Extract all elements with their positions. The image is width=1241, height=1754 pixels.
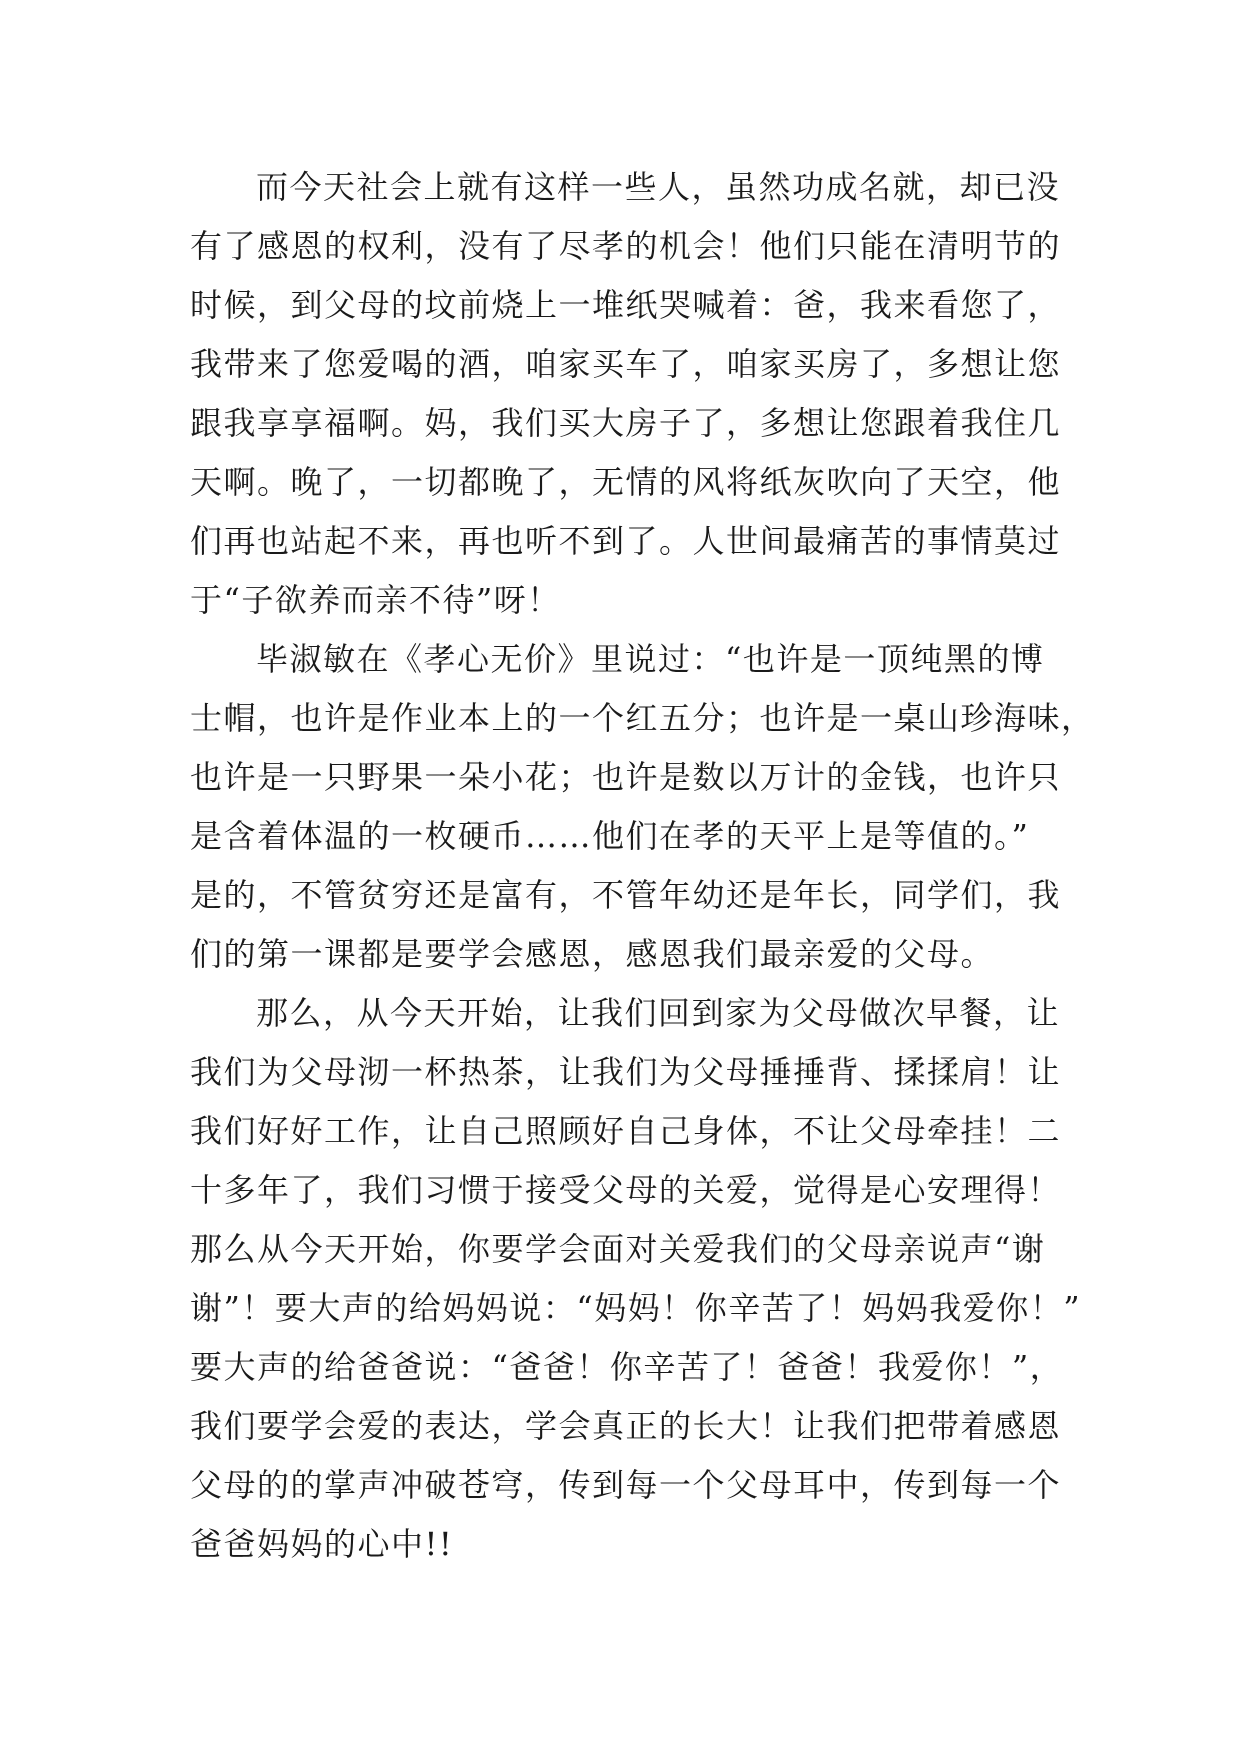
paragraph-line: 于“子欲养而亲不待”呀！ — [190, 581, 561, 619]
paragraph-line: 而今天社会上就有这样一些人，虽然功成名就，却已没 — [256, 168, 1061, 206]
document-body — [190, 158, 1095, 1574]
paragraph-line: 是含着体温的一枚硬币……他们在孝的天平上是等值的。” — [190, 817, 1030, 855]
paragraph-line: 谢”！要大声的给妈妈说：“妈妈！你辛苦了！妈妈我爱你！” — [190, 1289, 1082, 1327]
paragraph-line: 我们为父母沏一杯热茶，让我们为父母捶捶背、揉揉肩！让 — [190, 1053, 1062, 1091]
paragraph-line: 爸爸妈妈的心中!! — [190, 1525, 454, 1563]
paragraph-line: 我带来了您爱喝的酒，咱家买车了，咱家买房了，多想让您 — [190, 345, 1062, 383]
paragraph-line: 十多年了，我们习惯于接受父母的关爱，觉得是心安理得！ — [190, 1171, 1062, 1209]
paragraph-line: 士帽，也许是作业本上的一个红五分；也许是一桌山珍海味， — [190, 699, 1095, 737]
paragraph-3 — [190, 984, 1082, 1574]
paragraph-line: 是的，不管贫穷还是富有，不管年幼还是年长，同学们，我 — [190, 876, 1062, 914]
paragraph-line: 毕淑敏在《孝心无价》里说过：“也许是一顶纯黑的博 — [256, 640, 1045, 678]
paragraph-line: 我们要学会爱的表达，学会真正的长大！让我们把带着感恩 — [190, 1407, 1062, 1445]
paragraph-line: 要大声的给爸爸说：“爸爸！你辛苦了！爸爸！我爱你！”， — [190, 1348, 1064, 1386]
paragraph-line: 那么从今天开始，你要学会面对关爱我们的父母亲说声“谢 — [190, 1230, 1046, 1268]
paragraph-line: 们再也站起不来，再也听不到了。人世间最痛苦的事情莫过 — [190, 522, 1062, 560]
paragraph-line: 跟我享享福啊。妈，我们买大房子了，多想让您跟着我住几 — [190, 404, 1062, 442]
paragraph-line: 时候，到父母的坟前烧上一堆纸哭喊着：爸，我来看您了， — [190, 286, 1062, 324]
paragraph-line: 父母的的掌声冲破苍穹，传到每一个父母耳中，传到每一个 — [190, 1466, 1062, 1504]
paragraph-line: 们的第一课都是要学会感恩，感恩我们最亲爱的父母。 — [190, 935, 995, 973]
paragraph-line: 也许是一只野果一朵小花；也许是数以万计的金钱，也许只 — [190, 758, 1062, 796]
paragraph-line: 天啊。晚了，一切都晚了，无情的风将纸灰吹向了天空，他 — [190, 463, 1062, 501]
paragraph-line: 我们好好工作，让自己照顾好自己身体，不让父母牵挂！二 — [190, 1112, 1062, 1150]
paragraph-line: 那么，从今天开始，让我们回到家为父母做次早餐，让 — [256, 994, 1061, 1032]
paragraph-2 — [190, 630, 1095, 984]
paragraph-1 — [190, 158, 1070, 630]
paragraph-line: 有了感恩的权利，没有了尽孝的机会！他们只能在清明节的 — [190, 227, 1062, 265]
